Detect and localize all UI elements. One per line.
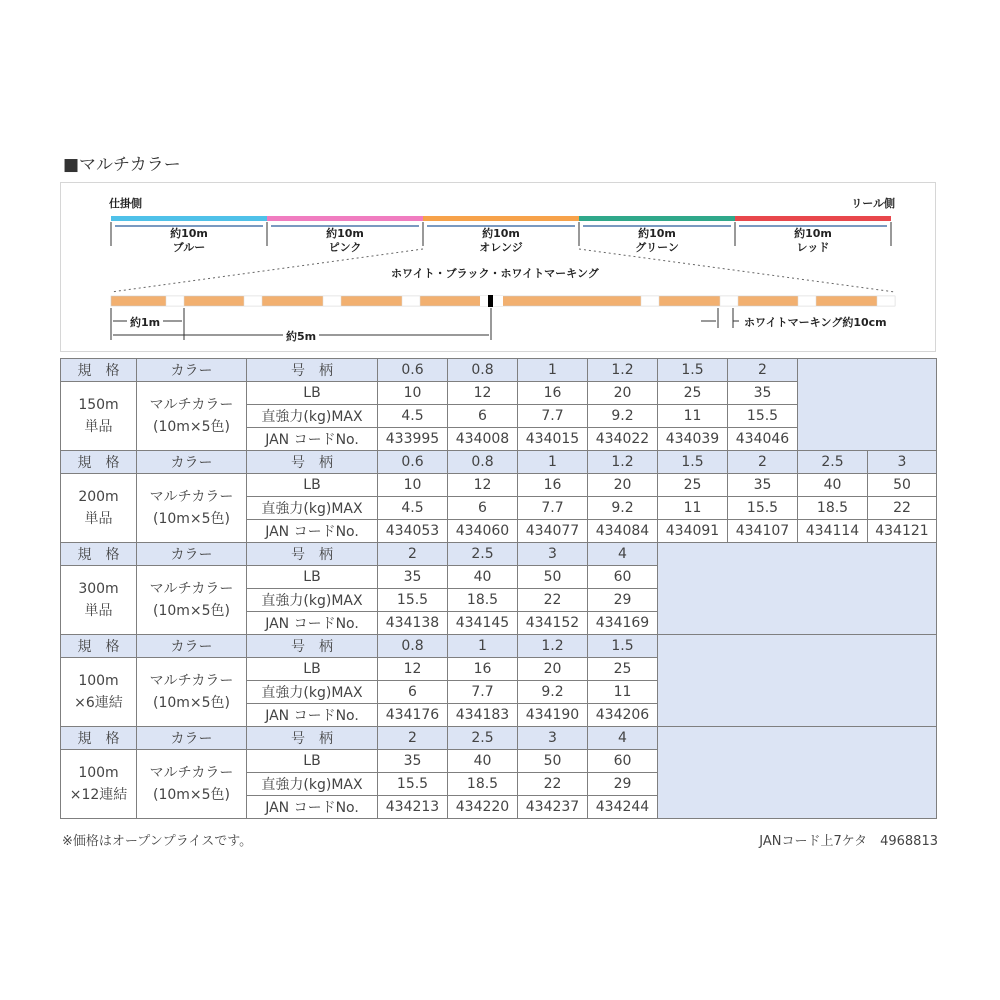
- segment-length: 約10m: [166, 227, 212, 241]
- row-label-strength: 直強力(kg)MAX: [247, 405, 378, 428]
- color-cell: [137, 382, 247, 451]
- jan-value: 434183: [448, 704, 518, 727]
- header-size: 号 柄: [247, 451, 378, 474]
- jan-value: 434169: [588, 612, 658, 635]
- header-spec: 規 格: [61, 543, 137, 566]
- segment-color-name: ブルー: [172, 241, 206, 254]
- strength-value: 6: [448, 405, 518, 428]
- spec-line: 単品: [84, 419, 113, 435]
- jan-value: 434114: [798, 520, 868, 543]
- segment-color-name: ピンク: [328, 241, 362, 254]
- size-cell: 1: [518, 451, 588, 474]
- strength-value: 15.5: [728, 497, 798, 520]
- row-label-jan: JAN コードNo.: [247, 612, 378, 635]
- reel-side-label: リール側: [851, 197, 895, 210]
- spec-line: 300m: [78, 581, 119, 597]
- lb-value: 16: [518, 382, 588, 405]
- size-cell: 0.6: [378, 451, 448, 474]
- color-line-diagram: [60, 182, 936, 352]
- distance-5m-label: 約5m: [283, 328, 319, 344]
- header-color: カラー: [137, 635, 247, 658]
- lb-value: 35: [728, 474, 798, 497]
- row-label-lb: LB: [247, 474, 378, 497]
- header-spec: 規 格: [61, 727, 137, 750]
- jan-value: 434077: [518, 520, 588, 543]
- segment-color-name: レッド: [796, 241, 830, 254]
- color-line: (10m×5色): [152, 511, 230, 527]
- size-cell: 2.5: [448, 727, 518, 750]
- lb-value: 60: [588, 750, 658, 773]
- jan-value: 434213: [378, 796, 448, 819]
- jan-value: 434190: [518, 704, 588, 727]
- color-line: マルチカラー: [149, 397, 234, 413]
- color-cell: [137, 566, 247, 635]
- lb-value: 16: [518, 474, 588, 497]
- spec-cell: [61, 566, 137, 635]
- table-header-row: [61, 727, 937, 750]
- row-label-jan: JAN コードNo.: [247, 520, 378, 543]
- lb-value: 50: [518, 566, 588, 589]
- row-label-lb: LB: [247, 382, 378, 405]
- strength-value: 4.5: [378, 497, 448, 520]
- row-label-jan: JAN コードNo.: [247, 428, 378, 451]
- size-cell: 1.2: [518, 635, 588, 658]
- size-cell: 1.2: [588, 359, 658, 382]
- spec-line: 150m: [78, 397, 119, 413]
- jan-value: 434060: [448, 520, 518, 543]
- header-color: カラー: [137, 451, 247, 474]
- spec-line: 100m: [78, 673, 119, 689]
- lb-value: 50: [518, 750, 588, 773]
- strength-value: 9.2: [518, 681, 588, 704]
- white-marking: [877, 296, 895, 306]
- jan-value: 434206: [588, 704, 658, 727]
- strength-value: 18.5: [448, 773, 518, 796]
- table-header-row: [61, 359, 937, 382]
- line-segment-1: [111, 216, 267, 221]
- lb-value: 50: [868, 474, 937, 497]
- lb-value: 35: [378, 566, 448, 589]
- strength-value: 22: [868, 497, 937, 520]
- strength-value: 29: [588, 773, 658, 796]
- jan-value: 434220: [448, 796, 518, 819]
- spec-cell: [61, 658, 137, 727]
- jan-value: 434121: [868, 520, 937, 543]
- jan-value: 434244: [588, 796, 658, 819]
- spec-line: 200m: [78, 489, 119, 505]
- size-cell: 1: [448, 635, 518, 658]
- jan-value: 434008: [448, 428, 518, 451]
- blank-area: [658, 543, 937, 635]
- segment-length: 約10m: [634, 227, 680, 241]
- strength-value: 7.7: [518, 497, 588, 520]
- spec-cell: [61, 750, 137, 819]
- header-size: 号 柄: [247, 635, 378, 658]
- jan-value: 434237: [518, 796, 588, 819]
- lb-value: 12: [378, 658, 448, 681]
- jan-value: 434046: [728, 428, 798, 451]
- strength-value: 22: [518, 773, 588, 796]
- header-color: カラー: [137, 543, 247, 566]
- color-cell: [137, 658, 247, 727]
- strength-value: 29: [588, 589, 658, 612]
- line-segment-2: [267, 216, 423, 221]
- row-label-jan: JAN コードNo.: [247, 796, 378, 819]
- size-cell: 2.5: [798, 451, 868, 474]
- lb-value: 25: [658, 382, 728, 405]
- header-spec: 規 格: [61, 635, 137, 658]
- strength-value: 7.7: [448, 681, 518, 704]
- white-marking: [244, 296, 262, 306]
- strength-value: 9.2: [588, 405, 658, 428]
- blank-area: [798, 359, 937, 451]
- segment-length: 約10m: [790, 227, 836, 241]
- color-cell: [137, 750, 247, 819]
- strength-value: 6: [378, 681, 448, 704]
- color-line: (10m×5色): [152, 787, 230, 803]
- row-label-strength: 直強力(kg)MAX: [247, 589, 378, 612]
- lb-value: 40: [798, 474, 868, 497]
- strength-value: 18.5: [448, 589, 518, 612]
- strength-value: 11: [658, 405, 728, 428]
- strength-value: 4.5: [378, 405, 448, 428]
- spec-line: ×12連結: [69, 787, 128, 803]
- size-cell: 0.8: [448, 451, 518, 474]
- header-size: 号 柄: [247, 543, 378, 566]
- color-line: マルチカラー: [149, 673, 234, 689]
- spec-table: [60, 358, 937, 819]
- jan-value: 434145: [448, 612, 518, 635]
- table-row: [61, 474, 937, 497]
- color-line: マルチカラー: [149, 489, 234, 505]
- size-cell: 0.6: [378, 359, 448, 382]
- size-cell: 4: [588, 727, 658, 750]
- jan-value: 434152: [518, 612, 588, 635]
- size-cell: 2: [728, 359, 798, 382]
- lb-value: 35: [378, 750, 448, 773]
- blank-area: [658, 635, 937, 727]
- lb-value: 40: [448, 750, 518, 773]
- size-cell: 1.5: [588, 635, 658, 658]
- jan-value: 434022: [588, 428, 658, 451]
- jan-value: 434015: [518, 428, 588, 451]
- lb-value: 10: [378, 474, 448, 497]
- size-cell: 2.5: [448, 543, 518, 566]
- lb-value: 12: [448, 474, 518, 497]
- white-marking: [641, 296, 659, 306]
- row-label-lb: LB: [247, 658, 378, 681]
- lb-value: 35: [728, 382, 798, 405]
- table-header-row: [61, 451, 937, 474]
- price-note: ※価格はオープンプライスです。: [62, 834, 253, 849]
- line-segment-4: [579, 216, 735, 221]
- spec-line: 単品: [84, 511, 113, 527]
- size-cell: 1.5: [658, 359, 728, 382]
- distance-1m-label: 約1m: [127, 314, 163, 330]
- segment-label: [579, 227, 735, 255]
- spec-cell: [61, 382, 137, 451]
- color-line: (10m×5色): [152, 419, 230, 435]
- strength-value: 22: [518, 589, 588, 612]
- zoom-guide-right: [579, 249, 895, 292]
- white-marking: [323, 296, 341, 306]
- color-line: (10m×5色): [152, 603, 230, 619]
- row-label-strength: 直強力(kg)MAX: [247, 681, 378, 704]
- lb-value: 60: [588, 566, 658, 589]
- white-marking-label: ホワイトマーキング約10cm: [741, 314, 890, 330]
- header-spec: 規 格: [61, 359, 137, 382]
- jan-value: 434039: [658, 428, 728, 451]
- segment-label: [111, 227, 267, 255]
- segment-color-name: オレンジ: [479, 241, 523, 254]
- black-marking: [488, 295, 493, 307]
- spec-cell: [61, 474, 137, 543]
- lb-value: 40: [448, 566, 518, 589]
- table-header-row: [61, 635, 937, 658]
- table-header-row: [61, 543, 937, 566]
- lb-value: 25: [588, 658, 658, 681]
- lb-value: 16: [448, 658, 518, 681]
- white-marking: [402, 296, 420, 306]
- lb-value: 12: [448, 382, 518, 405]
- lb-value: 20: [588, 474, 658, 497]
- white-marking: [166, 296, 184, 306]
- size-cell: 3: [868, 451, 937, 474]
- line-segment-3: [423, 216, 579, 221]
- size-cell: 0.8: [448, 359, 518, 382]
- segment-color-name: グリーン: [635, 241, 679, 254]
- segment-label: [267, 227, 423, 255]
- color-line: マルチカラー: [149, 581, 234, 597]
- size-cell: 1: [518, 359, 588, 382]
- header-spec: 規 格: [61, 451, 137, 474]
- segment-label: [735, 227, 891, 255]
- row-label-lb: LB: [247, 566, 378, 589]
- size-cell: 2: [378, 543, 448, 566]
- segment-length: 約10m: [478, 227, 524, 241]
- size-cell: 0.8: [378, 635, 448, 658]
- lb-value: 20: [588, 382, 658, 405]
- line-segment-5: [735, 216, 891, 221]
- marking-label: ホワイト・ブラック・ホワイトマーキング: [391, 267, 599, 280]
- white-marking: [493, 296, 503, 306]
- header-size: 号 柄: [247, 359, 378, 382]
- jan-value: 433995: [378, 428, 448, 451]
- size-cell: 2: [728, 451, 798, 474]
- jan-prefix-note: JANコード上7ケタ 4968813: [759, 834, 938, 849]
- spec-line: ×6連結: [74, 695, 123, 711]
- row-label-strength: 直強力(kg)MAX: [247, 497, 378, 520]
- header-size: 号 柄: [247, 727, 378, 750]
- section-title: ■マルチカラー: [63, 155, 181, 175]
- jan-value: 434107: [728, 520, 798, 543]
- zoom-guide-left: [111, 249, 423, 292]
- jan-value: 434091: [658, 520, 728, 543]
- row-label-strength: 直強力(kg)MAX: [247, 773, 378, 796]
- segment-label: [423, 227, 579, 255]
- size-cell: 1.2: [588, 451, 658, 474]
- jan-value: 434084: [588, 520, 658, 543]
- size-cell: 1.5: [658, 451, 728, 474]
- tackle-side-label: 仕掛側: [109, 197, 142, 210]
- segment-length: 約10m: [322, 227, 368, 241]
- white-marking: [720, 296, 738, 306]
- jan-value: 434138: [378, 612, 448, 635]
- strength-value: 6: [448, 497, 518, 520]
- lb-value: 25: [658, 474, 728, 497]
- strength-value: 15.5: [378, 773, 448, 796]
- size-cell: 2: [378, 727, 448, 750]
- color-line: マルチカラー: [149, 765, 234, 781]
- strength-value: 11: [658, 497, 728, 520]
- color-line: (10m×5色): [152, 695, 230, 711]
- blank-area: [658, 727, 937, 819]
- lb-value: 10: [378, 382, 448, 405]
- strength-value: 15.5: [728, 405, 798, 428]
- lb-value: 20: [518, 658, 588, 681]
- jan-value: 434176: [378, 704, 448, 727]
- row-label-jan: JAN コードNo.: [247, 704, 378, 727]
- size-cell: 3: [518, 543, 588, 566]
- color-cell: [137, 474, 247, 543]
- header-color: カラー: [137, 359, 247, 382]
- size-cell: 4: [588, 543, 658, 566]
- strength-value: 11: [588, 681, 658, 704]
- white-marking: [798, 296, 816, 306]
- spec-line: 単品: [84, 603, 113, 619]
- header-color: カラー: [137, 727, 247, 750]
- strength-value: 9.2: [588, 497, 658, 520]
- strength-value: 15.5: [378, 589, 448, 612]
- strength-value: 7.7: [518, 405, 588, 428]
- size-cell: 3: [518, 727, 588, 750]
- spec-line: 100m: [78, 765, 119, 781]
- strength-value: 18.5: [798, 497, 868, 520]
- row-label-lb: LB: [247, 750, 378, 773]
- jan-value: 434053: [378, 520, 448, 543]
